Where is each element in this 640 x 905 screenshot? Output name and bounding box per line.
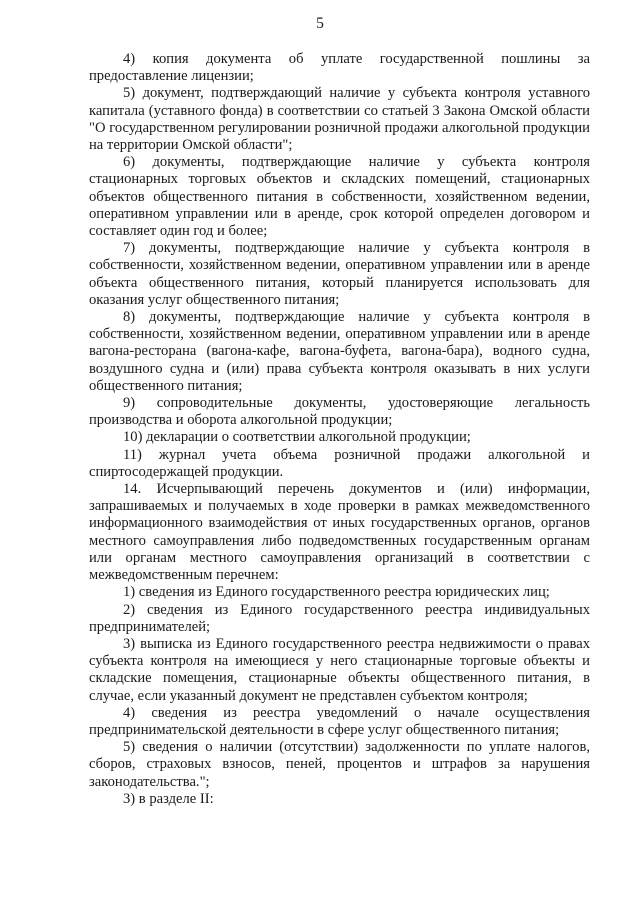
paragraph: 4) сведения из реестра уведомлений о начале осуществления предпринимательской деятельности в сфере услуг общественного питания; bbox=[89, 704, 590, 738]
paragraph: 9) сопроводительные документы, удостоверяющие легальность производства и оборота алкогольной продукции; bbox=[89, 395, 590, 429]
paragraph: 3) в разделе II: bbox=[123, 790, 214, 807]
paragraph: 14. Исчерпывающий перечень документов и (или) информации, запрашиваемых и получаемых в ходе проверки в рамках межведомственного информационного взаимодействия от иных государственных органов, органов местного самоуправления либо подведомственных государственным органам или органам местного самоуправления организаций в соответствии с межведомственным перечнем: bbox=[89, 481, 590, 584]
paragraph: 5) сведения о наличии (отсутствии) задолженности по уплате налогов, сборов, страховых взносов, пеней, процентов и штрафов за нарушения законодательства."; bbox=[89, 739, 590, 790]
paragraph: 1) сведения из Единого государственного реестра юридических лиц; bbox=[123, 584, 550, 601]
paragraph: 5) документ, подтверждающий наличие у субъекта контроля уставного капитала (уставного фонда) в соответствии со статьей 3 Закона Омской области "О государственном регулировании розничной продажи алкогольной продукции на территории Омской области"; bbox=[89, 85, 590, 154]
paragraph: 11) журнал учета объема розничной продажи алкогольной и спиртосодержащей продукции. bbox=[89, 446, 590, 480]
paragraph: 2) сведения из Единого государственного реестра индивидуальных предпринимателей; bbox=[89, 601, 590, 635]
paragraph: 6) документы, подтверждающие наличие у субъекта контроля стационарных торговых объектов и складских помещений, стационарных объектов общественного питания в собственности, хозяйственном ведении, оперативном управлении или в аренде, срок которой определен договором и составляет один год и более; bbox=[89, 154, 590, 240]
paragraph: 3) выписка из Единого государственного реестра недвижимости о правах субъекта контроля на имеющиеся у него стационарные торговые объекты и складские помещения, стационарные объекты общественного питания, в случае, если указанный документ не представлен субъектом контроля; bbox=[89, 635, 590, 704]
paragraph: 4) копия документа об уплате государственной пошлины за предоставление лицензии; bbox=[89, 51, 590, 85]
page-number: 5 bbox=[316, 15, 324, 32]
document-body bbox=[89, 51, 590, 808]
paragraph: 8) документы, подтверждающие наличие у субъекта контроля в собственности, хозяйственном ведении, оперативном управлении или в аренде вагона-ресторана (вагона-кафе, вагона-буфета, вагона-бара), водного судна, воздушного судна и (или) права субъекта контроля оказывать в них услуги общественного питания; bbox=[89, 309, 590, 394]
paragraph: 10) декларации о соответствии алкогольной продукции; bbox=[123, 429, 471, 446]
paragraph: 7) документы, подтверждающие наличие у субъекта контроля в собственности, хозяйственном ведении, оперативном управлении или в аренде объекта общественного питания, который планируется использовать для оказания услуг общественного питания; bbox=[89, 240, 590, 308]
